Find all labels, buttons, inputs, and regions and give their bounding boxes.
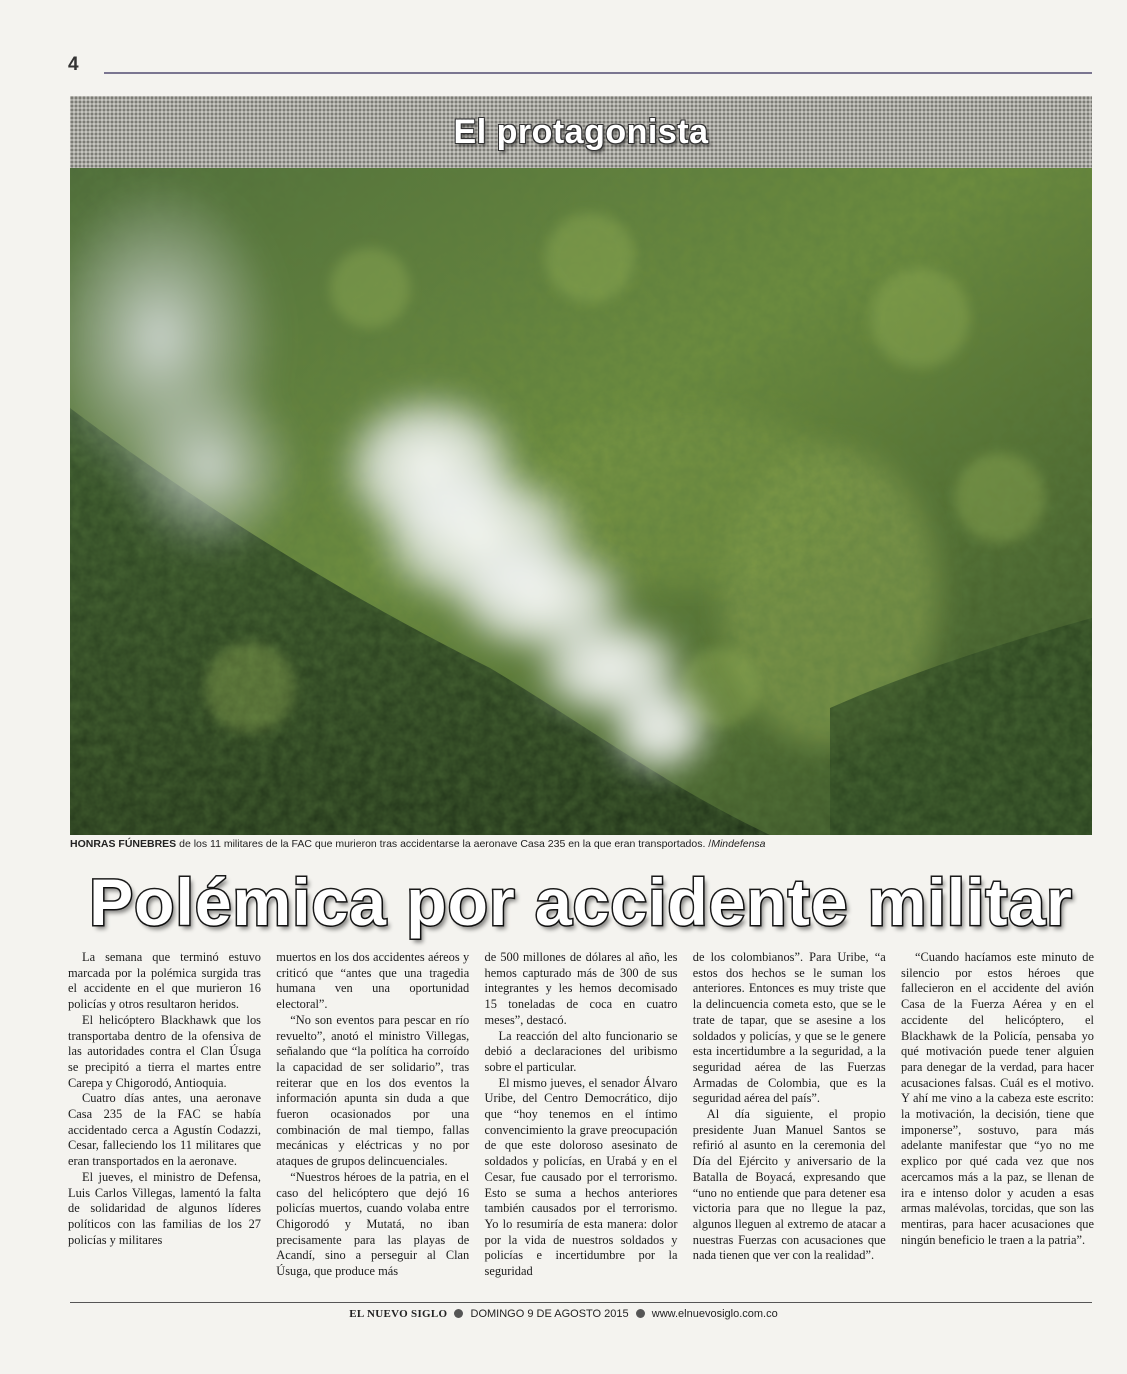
paragraph: “Cuando hacíamos este minuto de silencio por estos héroes que fallecieron en el accidente del avión Casa de la Fuerza Aérea y en el accidente del helicóptero, el Blackhawk de la Policía, pensaba yo qué motivación puede tener alguien para denegar de la verdad, para hacer acusaciones falsas. Cuál es el motivo. Y ahí me vino a la cabeza este escrito: la motivación, la decisión, tiene que imponerse”, sostuvo, para más adelante manifestar que “yo no me explico por qué cada vez que nos acercamos más a la paz, se llenan de ira e intenso dolor y acuden a esas armas malévolas, torcidas, que son las mentiras, para hacer acusaciones que ningún beneficio le traen a la patria”. bbox=[901, 950, 1094, 1247]
paragraph: El jueves, el ministro de Defensa, Luis Carlos Villegas, lamentó la falta de solidaridad de algunos líderes políticos con las familias de los 27 policías y militares bbox=[68, 1169, 261, 1247]
article-body bbox=[68, 950, 1094, 1296]
paragraph: muertos en los dos accidentes aéreos y criticó que “antes que una tragedia humana ven una oportunidad electoral”. bbox=[276, 950, 470, 1012]
page-number: 4 bbox=[68, 54, 79, 75]
website-url: www.elnuevosiglo.com.co bbox=[651, 1308, 778, 1320]
paragraph: El helicóptero Blackhawk que los transportaba dentro de la ofensiva de las autoridades contra el Clan Úsuga se precipitó a tierra el martes entre Carepa y Chigorodó, Antioquia. bbox=[68, 1012, 261, 1090]
paragraph: de 500 millones de dólares al año, les hemos capturado más de 300 de sus integrantes y les hemos decomisado 15 toneladas de coca en cuatro meses”, destacó. bbox=[484, 950, 678, 1027]
caption-lead: HONRAS FÚNEBRES bbox=[70, 838, 177, 850]
forest-smoke-image bbox=[70, 168, 1092, 835]
bottom-rule bbox=[70, 1302, 1092, 1303]
photo-caption bbox=[70, 838, 1092, 850]
paragraph: La semana que terminó estuvo marcada por la polémica surgida tras el accidente en el que murieron 16 policías y otros resultaron heridos. bbox=[68, 950, 261, 1012]
headline: Polémica por accidente militar bbox=[89, 865, 1073, 939]
paragraph: de los colombianos”. Para Uribe, “a estos dos hechos se le suman los anteriores. Entonces es muy triste que la delincuencia cometa esto, que se le trate de tapar, que se asesine a los soldados y policías, y que se le genere esta incertidumbre a la seguridad, a la seguridad aérea de las Fuerzas Armadas de Colombia, que es la seguridad aérea del país”. bbox=[692, 950, 886, 1106]
paragraph: “No son eventos para pescar en río revuelto”, anotó el ministro Villegas, señalando que “la política ha corroído la capacidad de ser solidario”, tras reiterar que en los dos eventos la información apunta sin duda a que fueron ocasionados por una combinación de mal tiempo, fallas mecánicas y eléctricas y no por ataques de grupos delincuenciales. bbox=[276, 1012, 470, 1169]
section-banner bbox=[70, 96, 1092, 168]
article-column-3 bbox=[485, 950, 678, 1296]
article-photo bbox=[70, 168, 1092, 835]
article-column-2 bbox=[276, 950, 469, 1296]
publication-date: DOMINGO 9 DE AGOSTO 2015 bbox=[470, 1308, 629, 1320]
article-column-1 bbox=[68, 950, 261, 1296]
section-title: El protagonista bbox=[453, 112, 709, 151]
paragraph: El mismo jueves, el senador Álvaro Uribe, del Centro Democrático, dijo que “hoy tenemos en el íntimo convencimiento la grave preocupación de que este doloroso asesinato de soldados y policías, en Urabá y en el Cesar, fue causado por el terrorismo. Esto se suma a hechos anteriores también causados por el terrorismo. Yo lo resumiría de esta manera: dolor por la vida de nuestros soldados y policías e incertidumbre por la seguridad bbox=[484, 1075, 678, 1279]
caption-credit: Mindefensa bbox=[711, 838, 766, 850]
paragraph: “Nuestros héroes de la patria, en el caso del helicóptero que dejó 16 policías muertos, cuando volaba entre Chigorodó y Mutatá, no iban precisamente para las playas de Acandí, sino a perseguir al Clan Úsuga, que produce más bbox=[276, 1169, 470, 1279]
article-column-4 bbox=[693, 950, 886, 1296]
page-footer bbox=[0, 1308, 1127, 1320]
article-column-5 bbox=[901, 950, 1094, 1296]
paragraph: La reacción del alto funcionario se debió a declaraciones del uribismo sobre el particular. bbox=[484, 1028, 678, 1074]
newspaper-name: EL NUEVO SIGLO bbox=[349, 1308, 448, 1320]
caption-text: de los 11 militares de la FAC que murieron tras accidentarse la aeronave Casa 235 en la que eran transportados. / bbox=[176, 838, 712, 850]
top-rule bbox=[104, 72, 1092, 74]
bullet-icon bbox=[636, 1309, 645, 1318]
paragraph: Al día siguiente, el propio presidente Juan Manuel Santos se refirió al asunto en la ceremonia del Día del Ejército y aniversario de la Batalla de Boyacá, expresando que “uno no entiende que para detener esa victoria para que no llegue la paz, algunos lleguen al extremo de atacar a nuestras Fuerzas con acusaciones que nada tienen que ver con la realidad”. bbox=[692, 1107, 886, 1263]
paragraph: Cuatro días antes, una aeronave Casa 235 de la FAC se había accidentado cerca a Agustín Codazzi, Cesar, falleciendo los 11 militares que eran transportados en la aeronave. bbox=[68, 1091, 261, 1169]
bullet-icon bbox=[454, 1309, 463, 1318]
